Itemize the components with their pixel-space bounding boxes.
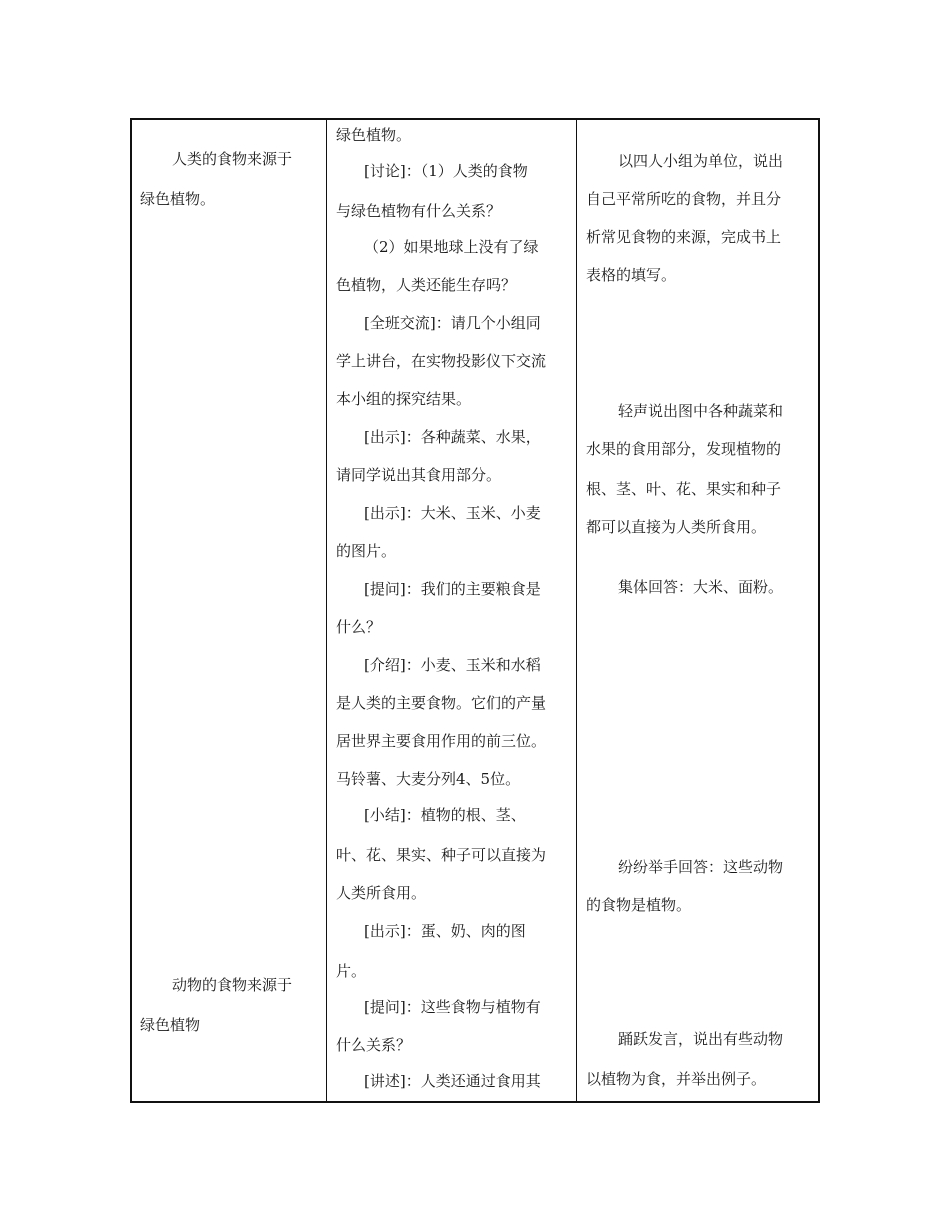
teacher-line: [介绍]：小麦、玉米和水稻 [364,656,541,674]
teacher-line: 绿色植物。 [336,126,412,144]
teacher-line: 与绿色植物有什么关系？ [336,202,502,220]
topic-2-line-2: 绿色植物 [140,1016,201,1034]
column-divider-2 [576,120,577,1101]
teacher-line: 居世界主要食用作用的前三位。 [336,732,547,750]
teacher-line: [出示]：各种蔬菜、水果， [364,428,541,446]
teacher-activity-column [328,120,576,1101]
teacher-line: 的图片。 [336,542,397,560]
topic-1-line-2: 绿色植物。 [140,190,216,208]
teacher-line: [讲述]：人类还通过食用其 [364,1072,541,1090]
student-line: 析常见食物的来源，完成书上 [586,228,782,246]
student-line: 水果的食用部分，发现植物的 [586,440,782,458]
teacher-line: [提问]：我们的主要粮食是 [364,580,541,598]
lesson-table [130,118,820,1103]
student-line: 自己平常所吃的食物，并且分 [586,190,782,208]
teacher-line: （2）如果地球上没有了绿 [364,238,539,256]
topic-column [132,120,326,1101]
teacher-line: [出示]：蛋、奶、肉的图 [364,922,526,940]
topic-2-line-1: 动物的食物来源于 [172,976,293,994]
student-line: 的食物是植物。 [586,896,692,914]
teacher-line: 人类所食用。 [336,884,427,902]
teacher-line: 本小组的探究结果。 [336,390,472,408]
student-line: 表格的填写。 [586,266,677,284]
student-line: 以植物为食，并举出例子。 [586,1070,767,1088]
teacher-line: [讨论]：（1）人类的食物 [364,162,528,180]
teacher-line: 叶、花、果实、种子可以直接为 [336,846,547,864]
teacher-line: 学上讲台，在实物投影仪下交流 [336,352,547,370]
teacher-line: [小结]：植物的根、茎、 [364,806,526,824]
student-line: 根、茎、叶、花、果实和种子 [586,480,782,498]
teacher-line: [全班交流]：请几个小组同 [364,314,541,332]
teacher-line: 马铃薯、大麦分列4、5位。 [336,770,521,788]
student-line: 纷纷举手回答：这些动物 [618,858,784,876]
student-line: 踊跃发言，说出有些动物 [618,1030,784,1048]
teacher-line: [出示]：大米、玉米、小麦 [364,504,541,522]
student-activity-column [578,120,820,1101]
teacher-line: 是人类的主要食物。它们的产量 [336,694,547,712]
student-line: 轻声说出图中各种蔬菜和 [618,402,784,420]
column-divider-1 [326,120,327,1101]
teacher-line: 什么？ [336,618,382,636]
topic-1-line-1: 人类的食物来源于 [172,150,293,168]
student-line: 以四人小组为单位，说出 [618,152,784,170]
teacher-line: 片。 [336,962,367,980]
student-line: 集体回答：大米、面粉。 [618,578,784,596]
teacher-line: 色植物，人类还能生存吗？ [336,276,517,294]
teacher-line: 请同学说出其食用部分。 [336,466,502,484]
teacher-line: [提问]：这些食物与植物有 [364,998,541,1016]
teacher-line: 什么关系？ [336,1036,412,1054]
student-line: 都可以直接为人类所食用。 [586,518,767,536]
